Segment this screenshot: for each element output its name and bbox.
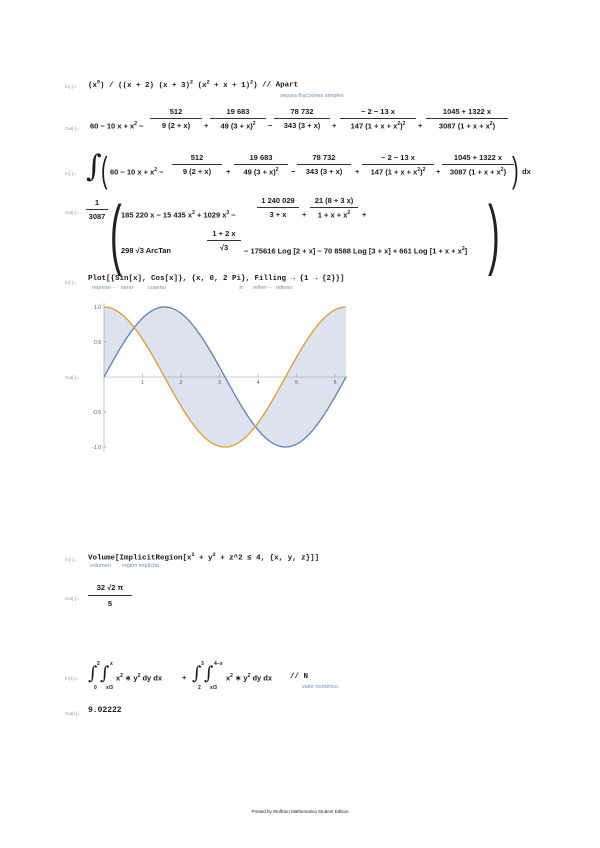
apart-annotation[interactable]: separa fracciones simples xyxy=(280,93,344,99)
integral-result-line-2: 298 √3 ArcTan xyxy=(121,246,171,255)
x-tick-label: 6 xyxy=(333,380,337,386)
integral-dx: dx xyxy=(522,167,531,176)
plot-input[interactable]: Plot[{Sin[x], Cos[x]}, {x, 0, 2 Pi}, Filling → {1 → {2}}] xyxy=(88,275,345,283)
output-label: Out[-]= xyxy=(65,375,79,380)
integrand-fraction-2: 19 683 49 $(3 + x)^2$ xyxy=(234,153,288,177)
apart-input[interactable]: $(x^9) / ((x + 2) (x + 3)^2$ $(x^2 + x + 1)^2$) // Apart xyxy=(88,79,299,90)
integral-result-line-1: 185 220 x − 15 435 $x^2 + 1029$ $x^3$ − xyxy=(121,210,236,220)
input-label: In[-]:= xyxy=(65,84,77,89)
annot-rellen[interactable]: rellen··· xyxy=(253,285,272,291)
y-tick-label: 0.5 xyxy=(94,339,101,346)
output-label: Out[-]= xyxy=(65,596,79,601)
x-tick-label: 1 xyxy=(141,380,144,386)
integrand-fraction-3: 78 732 343 (3 + x) xyxy=(297,153,351,176)
annot-seno[interactable]: seno xyxy=(121,285,133,291)
result-fraction-1: 1 240 029 3 + x xyxy=(257,196,299,219)
numeric-result: 9.02222 xyxy=(88,706,122,715)
y-tick-label: 1.0 xyxy=(94,304,101,311)
input-label: In[1]:= xyxy=(65,676,78,681)
result-fraction-2: 21 (8 + 3 x) $1 + x + x^2$ xyxy=(310,196,358,220)
arctan-fraction: 1 + 2 x √3 xyxy=(207,229,241,252)
integrand-fraction-1: 512 9 (2 + x) xyxy=(172,153,222,176)
annot-coseno[interactable]: coseno xyxy=(148,285,166,291)
annot-represe[interactable]: represe··· xyxy=(92,285,117,291)
apart-fraction-4: − 2 − 13 x 147 $(1 + x + x^2)^2$ xyxy=(340,107,416,131)
output-label: Out[-]= xyxy=(65,126,79,131)
input-label: In[-]:= xyxy=(65,171,77,176)
input-label: In[-]:= xyxy=(65,280,77,285)
y-tick-label: -0.5 xyxy=(92,409,101,416)
apart-term-0: 60 − 10 $x + x^2$ − xyxy=(90,121,144,131)
apart-fraction-2: 19 683 49 $(3 + x)^2$ xyxy=(210,107,266,131)
integrand-fraction-4: − 2 − 13 x 147 $(1 + x + x^2)^2$ xyxy=(362,153,434,177)
x-tick-label: 2 xyxy=(179,380,183,386)
annot-volumen[interactable]: volumen xyxy=(90,563,111,569)
input-label: In[-]:= xyxy=(65,557,77,562)
sin-cos-plot[interactable] xyxy=(80,295,360,460)
apart-fraction-5: 1045 + 1322 x 3087 $(1 + x + x^2)$ xyxy=(426,107,508,131)
annot-region-implicita[interactable]: región implícita xyxy=(122,563,159,569)
x-tick-label: 5 xyxy=(295,380,298,386)
integrand-fraction-5: 1045 + 1322 x 3087 $(1 + x + x^2)$ xyxy=(442,153,514,177)
integral-result-prefactor: 1 3087 xyxy=(86,198,108,221)
annot-valor-numerico[interactable]: valor numérico xyxy=(302,684,339,690)
output-label: Out[1]= xyxy=(65,711,80,716)
x-tick-label: 3 xyxy=(218,380,221,386)
output-label: Out[-]= xyxy=(65,210,79,215)
x-tick-label: 4 xyxy=(256,380,260,386)
volume-input[interactable]: $Volume[ImplicitRegion[x^2 + y^2$ + z^2 ≤ 4, {x, y, z}]] xyxy=(88,552,320,563)
annot-relleno[interactable]: relleno xyxy=(276,285,293,291)
integral-result-logs: − 175616 Log [2 + x] − 70 8588 Log [3 + x] + 661 Log $[1 + x + x^2]$ xyxy=(244,246,468,256)
apart-code: // Apart xyxy=(262,81,299,90)
integrand-term-0: 60 − 10 $x + x^2$ − xyxy=(110,167,164,177)
numeric-operator[interactable]: // N xyxy=(290,673,309,681)
annot-pi[interactable]: π xyxy=(239,285,243,291)
apart-fraction-1: 512 9 (2 + x) xyxy=(150,107,202,130)
y-tick-label: -1.0 xyxy=(92,444,101,451)
integral-sign-icon: ∫ xyxy=(86,149,102,184)
volume-result: 32 √2 π 5 xyxy=(88,583,132,608)
apart-fraction-3: 78 732 343 (3 + x) xyxy=(274,107,330,130)
footer-note: Printed by Wolfram Mathematica Student Edition xyxy=(251,809,349,814)
